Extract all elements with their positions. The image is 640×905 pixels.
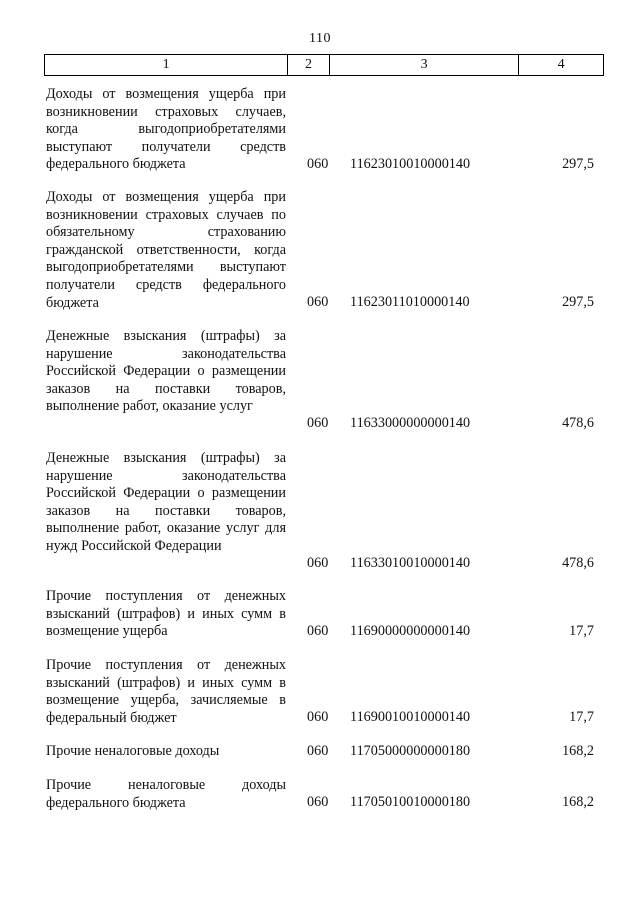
row-amount: 17,7 <box>569 709 594 725</box>
page-number: 110 <box>309 31 331 46</box>
header-col-2: 2 <box>288 55 330 75</box>
header-col-1: 1 <box>45 55 288 75</box>
row-admin-code: 060 <box>307 415 329 431</box>
row-description: Прочие неналоговые доходы <box>46 743 220 759</box>
row-description: Прочие поступления от денежных взысканий (штрафов) и иных сумм в возмещение ущерба <box>46 588 286 640</box>
header-col-4: 4 <box>557 57 565 72</box>
row-kbk-code: 11633010010000140 <box>350 555 471 571</box>
row-amount: 478,6 <box>562 555 594 571</box>
row-kbk-code: 11705010010000180 <box>350 794 471 810</box>
row-kbk-code: 11705000000000180 <box>350 743 471 759</box>
row-kbk-code: 11690010010000140 <box>350 709 471 725</box>
row-kbk-code: 11623010010000140 <box>350 156 471 172</box>
row-description: Денежные взыскания (штрафы) за нарушение законодательства Российской Федерации о размещении заказов на поставки товаров, выполнение работ, оказание услуг <box>46 328 286 415</box>
row-description: Доходы от возмещения ущерба при возникновении страховых случаев, когда выгодоприобретателями выступают получатели средств федерального бюджета <box>46 86 286 173</box>
row-amount: 478,6 <box>562 415 594 431</box>
row-admin-code: 060 <box>307 623 329 639</box>
row-amount: 168,2 <box>562 743 594 759</box>
row-amount: 297,5 <box>562 294 594 310</box>
row-admin-code: 060 <box>307 794 329 810</box>
row-kbk-code: 11690000000000140 <box>350 623 471 639</box>
row-description: Денежные взыскания (штрафы) за нарушение законодательства Российской Федерации о размещении заказов на поставки товаров, выполнение работ, оказание услуг для нужд Российской Федерации <box>46 450 286 554</box>
row-admin-code: 060 <box>307 294 329 310</box>
row-description: Доходы от возмещения ущерба при возникновении страховых случаев по обязательному страхованию гражданской ответственности, когда выгодоприобретателями выступают получатели средств федерального бюджета <box>46 189 286 311</box>
row-kbk-code: 11633000000000140 <box>350 415 471 431</box>
row-admin-code: 060 <box>307 156 329 172</box>
header-col-3: 3 <box>330 55 519 75</box>
row-amount: 168,2 <box>562 794 594 810</box>
row-description: Прочие неналоговые доходы федерального бюджета <box>46 777 286 811</box>
table-header <box>44 54 604 76</box>
row-amount: 17,7 <box>569 623 594 639</box>
row-amount: 297,5 <box>562 156 594 172</box>
row-admin-code: 060 <box>307 709 329 725</box>
row-admin-code: 060 <box>307 743 329 759</box>
row-admin-code: 060 <box>307 555 329 571</box>
row-kbk-code: 11623011010000140 <box>350 294 470 310</box>
row-description: Прочие поступления от денежных взысканий (штрафов) и иных сумм в возмещение ущерба, зачисляемые в федеральный бюджет <box>46 657 286 726</box>
